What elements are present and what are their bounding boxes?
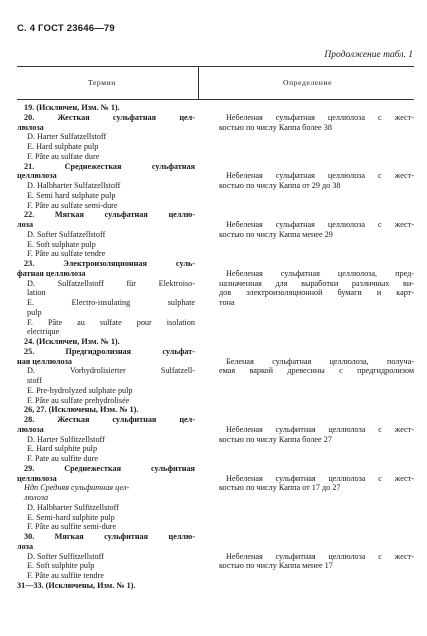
definition-spacer [219, 376, 414, 386]
definition-spacer [219, 522, 414, 532]
definition-line: назначенная для выработки различных ви- [219, 278, 414, 288]
term-line: 30. Мягкая сульфитная целлю- [24, 532, 195, 541]
term-line: 28. Жесткая сульфитная цел- [24, 415, 195, 424]
term-line: Ндп Средняя сульфитная цел- [24, 483, 130, 493]
definition-spacer [219, 571, 414, 581]
definition-spacer [219, 337, 414, 347]
terms-column [17, 103, 195, 591]
definition-line: емая варкой древесины с предгидролизом [219, 366, 414, 376]
definition-spacer [219, 103, 414, 113]
term-line: 24. (Исключен, Изм. № 1). [24, 337, 120, 346]
column-header-definition: Определение [283, 78, 333, 87]
term-line: 26, 27. (Исключены, Изм. № 1). [24, 405, 139, 415]
term-line: lation [27, 288, 46, 298]
definition-line: Небеленая сульфатная целлюлоза с жест- [226, 171, 414, 181]
definition-spacer [219, 210, 414, 220]
table-continuation-label: Продолжение табл. 1 [324, 50, 413, 60]
term-line: люлоза [17, 424, 44, 434]
definition-spacer [219, 249, 414, 259]
term-line: лоза [17, 541, 34, 551]
definition-spacer [219, 415, 414, 425]
term-line: D. Softer Sulfitzellstoff [27, 551, 104, 561]
column-header-term: Термин [88, 78, 116, 87]
definition-spacer [219, 542, 414, 552]
term-line: целлюлоза [17, 473, 57, 483]
term-line: F. Pâte au sulfite semi-dure [27, 522, 117, 532]
column-divider [198, 66, 199, 100]
definition-spacer [219, 513, 414, 523]
term-line: D. Sulfatzellstoff für Elektroiso- [27, 278, 195, 288]
definition-spacer [219, 201, 414, 211]
definition-line: костью по числу Каппа менее 29 [219, 229, 333, 239]
term-line: люлоза [17, 122, 44, 132]
definition-spacer [219, 581, 414, 591]
definition-line: Небеленая сульфитная целлюлоза с жест- [226, 473, 414, 483]
term-line: F. Pâte au sulfite tendre [27, 571, 104, 580]
term-line: D. Harter Sulfatzellstoff [27, 132, 107, 142]
definition-line: Небеленая сульфатная целлюлоза с жест- [226, 112, 414, 122]
term-line: 25. Предгидролизная сульфат- [24, 346, 195, 356]
definitions-column [219, 103, 414, 591]
definition-line: Беленая сульфатная целлюлоза, получа- [226, 356, 414, 366]
term-line: E. Semi-hard sulphite pulp [27, 512, 115, 522]
term-line: stoff [27, 376, 42, 385]
definition-spacer [219, 444, 414, 454]
definition-line: Небеленая сульфатная целлюлоза с жест- [226, 220, 414, 229]
definition-spacer [219, 191, 414, 201]
term-line: F. Pate au sulfite dure [27, 454, 98, 463]
term-line: F. Pâte au sulfate dure [27, 151, 100, 161]
term-line: 20. Жесткая сульфатная цел- [24, 112, 195, 122]
header-bottom-rule [17, 99, 414, 100]
term-line: D. Halbharter Sulfitzellstoff [27, 502, 119, 512]
definition-spacer [219, 454, 414, 464]
term-line: лоза [17, 220, 34, 229]
definition-spacer [219, 142, 414, 152]
term-line: F. Pâte au sulfate tendre [27, 249, 106, 259]
term-line: 22. Мягкая сульфатная целлю- [24, 210, 195, 220]
term-line: pulp [27, 307, 42, 317]
definition-line: тона [219, 298, 235, 307]
definition-spacer [219, 405, 414, 415]
term-line: 23. Электроизоляционная суль- [24, 259, 195, 268]
term-line: 31—33. (Исключены, Изм. № 1). [17, 580, 136, 590]
term-line: E. Hard sulphate pulp [27, 142, 99, 151]
definition-spacer [219, 396, 414, 406]
term-line: E. Electro-insulating sulphate [27, 298, 195, 307]
term-line: 21. Среднежесткая сульфатная [24, 161, 195, 171]
table-top-rule [17, 66, 414, 67]
definition-line: костью по числу Каппа от 17 до 27 [219, 483, 341, 493]
definition-line: костью по числу Каппа более 38 [219, 122, 332, 132]
definition-spacer [219, 259, 414, 269]
term-line: F. Pâte au sulfate pour isolation [27, 317, 195, 327]
term-line: D. Harter Sulfitzellstoff [27, 434, 105, 444]
term-line: E. Soft sulphate pulp [27, 239, 96, 249]
term-line: целлюлоза [17, 171, 57, 181]
definition-spacer [219, 327, 414, 337]
definition-spacer [219, 464, 414, 474]
term-line: 29. Среднежесткая сульфитная [24, 463, 195, 473]
definition-line: костью по числу Каппа более 27 [219, 434, 332, 444]
definition-line: костью по числу Каппа от 29 до 38 [219, 181, 341, 190]
definition-spacer [219, 162, 414, 172]
definition-spacer [219, 532, 414, 542]
term-line: D. Halbharter Sulfatzellstoff [27, 181, 121, 190]
term-line: F. Pâte au sulfate semi-dure [27, 200, 118, 210]
term-line: E. Hard sulphite pulp [27, 444, 98, 454]
definition-spacer [219, 318, 414, 328]
term-line: electrique [27, 327, 60, 337]
page-label: С. 4 ГОСТ 23646—79 [17, 23, 115, 34]
definition-spacer [219, 386, 414, 396]
definition-spacer [219, 347, 414, 357]
term-line: 19. (Исключен, Изм. № 1). [24, 103, 120, 112]
definition-spacer [219, 132, 414, 142]
definition-line: дов электроизоляционной бумаги и карт- [219, 288, 414, 298]
definition-spacer [219, 152, 414, 162]
term-line: ная целлюлоза [17, 356, 72, 366]
term-line: D. Softer Sulfatzellstoff [27, 229, 106, 239]
definition-line: костью по числу Каппа менее 17 [219, 561, 333, 571]
term-line: D. Vorhydrolisierter Sulfatzell- [27, 366, 195, 376]
definition-spacer [219, 503, 414, 513]
definition-line: Небеленая сульфатная целлюлоза, пред- [226, 268, 414, 278]
term-line: люлоза [24, 493, 49, 502]
definition-spacer [219, 493, 414, 503]
term-line: E. Soft sulphite pulp [27, 561, 95, 571]
definition-line: Небеленая сульфитная целлюлоза с жест- [226, 551, 414, 561]
term-line: фатная целлюлоза [17, 268, 86, 278]
term-line: F. Pâte au sulfate prehydrolisée [27, 395, 130, 405]
definition-spacer [219, 308, 414, 318]
term-line: E. Pre-hydrolyzed sulphate pulp [27, 385, 133, 395]
term-line: E. Semi hard sulphate pulp [27, 190, 116, 200]
definition-line: Небеленая сульфитная целлюлоза с жест- [226, 424, 414, 434]
definition-spacer [219, 240, 414, 250]
